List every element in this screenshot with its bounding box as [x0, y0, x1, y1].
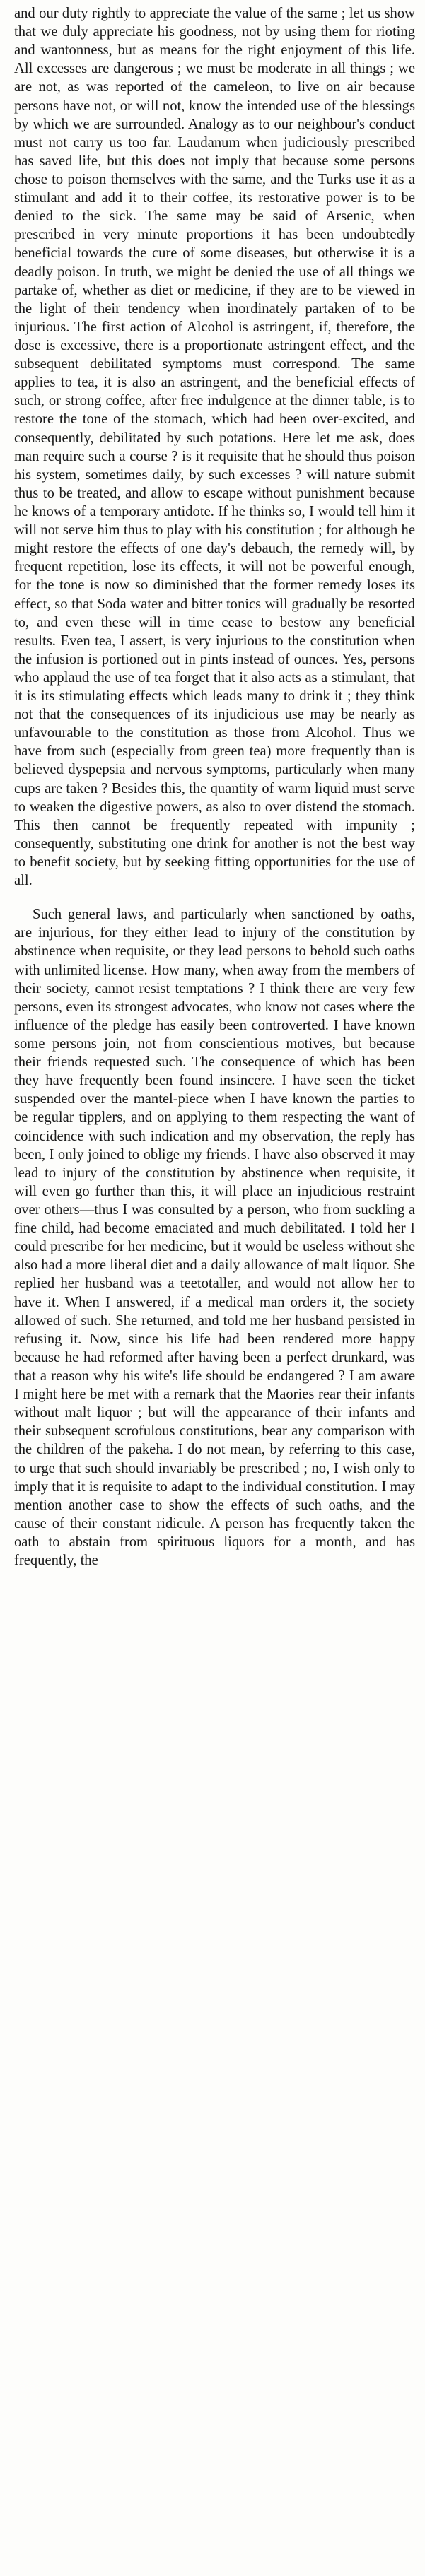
article-paragraph-1: and our duty rightly to appreciate the value of the same ; let us show that we duly appreciate his goodness, not by using them for rioting and wantonness, but as means for the right enjoyment of this life. All excesses are dangerous ; we must be moderate in all things ; we are not, as was reported of the cameleon, to live on air because persons have not, or will not, know the intended use of the blessings by which we are surrounded. Analogy as to our neighbour's conduct must not carry us too far. Laudanum when judiciously prescribed has saved life, but this does not imply that because some persons chose to poison themselves with the same, and the Turks use it as a stimulant and add it to their coffee, its restorative power is to be denied to the sick. The same may be said of Arsenic, when prescribed in very minute proportions it has been undoubtedly beneficial towards the cure of some diseases, but otherwise it is a deadly poison. In truth, we might be denied the use of all things we partake of, whether as diet or medicine, if they are to be viewed in the light of their tendency when inordinately partaken of to be injurious. The first action of Alcohol is astringent, if, therefore, the dose is excessive, there is a proportionate astringent effect, and the subsequent debilitated symptoms must correspond. The same applies to tea, it is also an astringent, and the beneficial effects of such, or strong coffee, after free indulgence at the dinner table, is to restore the tone of the stomach, which had been over-excited, and consequently, debilitated by such potations. Here let me ask, does man require such a course ? is it requisite that he should thus poison his system, sometimes daily, by such excesses ? will nature submit thus to be treated, and allow to escape without punishment because he knows of a temporary antidote. If he thinks so, I would tell him it will not serve him thus to play with his constitution ; for although he might restore the effects of one day's debauch, the remedy will, by frequent repetition, lose its effects, it will not be powerful enough, for the tone is now so diminished that the former remedy loses its effect, so that Soda water and bitter tonics will gradually be resorted to, and even these will in time cease to bestow any beneficial results. Even tea, I assert, is very injurious to the constitution when the infusion is portioned out in pints instead of ounces. Yes, persons who applaud the use of tea forget that it also acts as a stimulant, that it is its stimulating effects which leads many to drink it ; they think not that the consequences of its injudicious use may be nearly as unfavourable to the constitution as those from Alcohol. Thus we have from such (especially from green tea) more frequently than is believed dyspepsia and nervous symptoms, particularly when many cups are taken ? Besides this, the quantity of warm liquid must serve to weaken the digestive powers, as also to over distend the stomach. This then cannot be frequently repeated with impunity ; consequently, substituting one drink for another is not the best way to benefit society, but by seeking fitting opportunities for the use of all. — [14, 6, 415, 889]
article-paragraph-2: Such general laws, and particularly when sanctioned by oaths, are injurious, for they either lead to injury of the constitution by abstinence when requisite, or they lead persons to behold such oaths with unlimited license. How many, when away from the members of their society, cannot resist temptations ? I think there are very few persons, even its strongest advocates, who know not cases where the influence of the pledge has easily been controverted. I have known some persons join, not from conscientious motives, but because their friends requested such. The consequence of which has been they have frequently been found insincere. I have seen the ticket suspended over the mantel-piece when I have known the parties to be regular tipplers, and on applying to them respecting the want of coincidence with such indication and my observation, the reply has been, I only joined to oblige my friends. I have also observed it may lead to injury of the constitution by abstinence when requisite, it will even go further than this, it will place an injudicious restraint over others—thus I was consulted by a person, who from suckling a fine child, had become emaciated and much debilitated. I told her I could prescribe for her medicine, but it would be useless without she also had a more liberal diet and a daily allowance of malt liquor. She replied her husband was a teetotaller, and would not allow her to have it. When I answered, if a medical man orders it, the society allowed of such. She returned, and told me her husband persisted in refusing it. Now, since his life had been rendered more happy because he had reformed after having been a perfect drunkard, was that a reason why his wife's life should be endangered ? I am aware I might here be met with a remark that the Maories rear their infants without malt liquor ; but will the appearance of their infants and their subsequent scrofulous constitutions, bear any comparison with the children of the pakeha. I do not mean, by referring to this case, to urge that such should invariably be prescribed ; no, I wish only to imply that it is requisite to adapt to the individual constitution. I may mention another case to show the effects of such oaths, and the cause of their constant ridicule. A person has frequently taken the oath to abstain from spirituous liquors for a month, and has frequently, the — [14, 907, 415, 1569]
